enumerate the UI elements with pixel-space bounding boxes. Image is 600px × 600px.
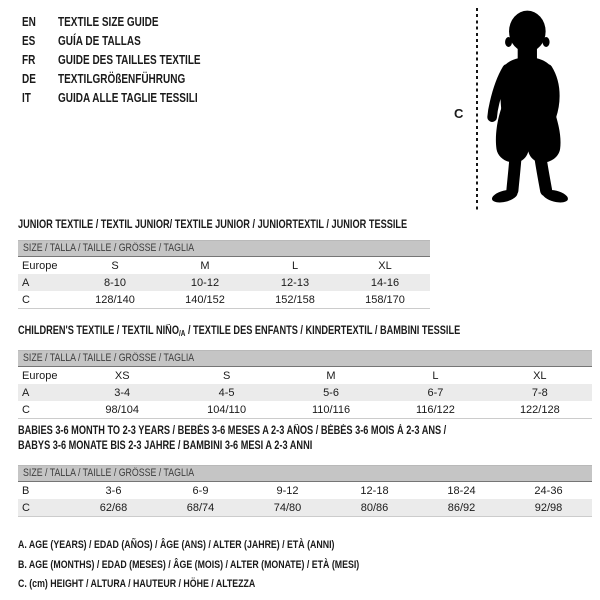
table-row-b <box>18 482 592 499</box>
table-row-a <box>18 384 592 401</box>
language-row-en <box>22 13 201 32</box>
section-title <box>18 324 592 341</box>
table-row-c <box>18 291 430 308</box>
section-title <box>18 218 430 233</box>
row-label: C <box>22 293 30 306</box>
language-guide-title: TEXTILE SIZE GUIDE <box>58 15 159 30</box>
row-label: A <box>22 386 30 399</box>
section-title <box>18 439 592 454</box>
size-value-cell: 110/116 <box>311 403 351 416</box>
language-code: ES <box>22 34 36 49</box>
size-value-cell: 116/122 <box>415 403 455 416</box>
footnotes <box>18 535 600 594</box>
size-value-cell: 140/152 <box>185 293 225 306</box>
row-label: B <box>22 484 30 497</box>
size-value-cell: XL <box>533 369 547 382</box>
language-row-fr <box>22 51 201 70</box>
size-table <box>18 482 592 517</box>
section-title-text: BABYS 3-6 MONATE BIS 2-3 JAHRE / BAMBINI 3-6 MESI A 2-3 ANNI <box>18 440 313 452</box>
baby-silhouette-icon <box>483 6 589 210</box>
section-junior-textile <box>18 218 430 309</box>
language-code: FR <box>22 52 36 67</box>
size-value-cell: 128/140 <box>95 293 135 306</box>
section-childrens-textile <box>18 324 592 419</box>
size-header-label: SIZE / TALLA / TAILLE / GRÖSSE / TAGLIA <box>23 352 195 364</box>
language-row-it <box>22 88 201 107</box>
size-value-cell: 104/110 <box>207 403 247 416</box>
size-value-cell: XL <box>378 259 392 272</box>
section-title <box>18 424 592 439</box>
size-value-cell: 122/128 <box>519 403 560 416</box>
language-guide-title: TEXTILGRÖßENFÜHRUNG <box>58 71 186 86</box>
language-row-es <box>22 32 201 51</box>
table-row-c <box>18 401 592 418</box>
size-header-label: SIZE / TALLA / TAILLE / GRÖSSE / TAGLIA <box>23 242 195 254</box>
size-value-cell: 74/80 <box>273 501 302 514</box>
size-header-bar <box>18 350 592 367</box>
row-label: C <box>22 403 30 416</box>
language-code: EN <box>22 15 36 30</box>
size-value-cell: 24-36 <box>534 484 563 497</box>
row-label: Europe <box>22 369 58 382</box>
size-value-cell: 10-12 <box>190 276 220 289</box>
size-value-cell: 62/68 <box>99 501 128 514</box>
size-header-label: SIZE / TALLA / TAILLE / GRÖSSE / TAGLIA <box>23 467 195 479</box>
size-value-cell: 68/74 <box>186 501 215 514</box>
row-label: A <box>22 276 30 289</box>
size-value-cell: S <box>111 259 119 272</box>
table-row-europe <box>18 257 430 274</box>
size-value-cell: 12-13 <box>280 276 310 289</box>
size-value-cell: 158/170 <box>365 293 405 306</box>
size-value-cell: 12-18 <box>360 484 389 497</box>
size-value-cell: 9-12 <box>276 484 299 497</box>
language-guide-title: GUIDA ALLE TAGLIE TESSILI <box>58 90 198 105</box>
size-value-cell: 6-7 <box>427 386 444 399</box>
language-code: DE <box>22 71 36 86</box>
size-table <box>18 257 430 309</box>
size-value-cell: 14-16 <box>370 276 400 289</box>
size-value-cell: L <box>291 259 299 272</box>
table-row-c <box>18 499 592 516</box>
language-guide-title: GUIDE DES TAILLES TEXTILE <box>58 52 201 67</box>
language-row-de <box>22 69 201 88</box>
size-value-cell: 92/98 <box>534 501 563 514</box>
size-value-cell: M <box>200 259 210 272</box>
table-row-a <box>18 274 430 291</box>
size-value-cell: 4-5 <box>218 386 235 399</box>
size-table <box>18 367 592 419</box>
height-marker-label: C <box>454 106 464 121</box>
footnote-line: A. AGE (YEARS) / EDAD (AÑOS) / ÂGE (ANS) / ALTER (JAHRE) / ETÀ (ANNI) <box>18 539 335 551</box>
footnote-line: B. AGE (MONTHS) / EDAD (MESES) / ÂGE (MOIS) / ALTER (MONATE) / ETÀ (MESI) <box>18 558 360 571</box>
language-title-list <box>22 13 245 107</box>
size-value-cell: 152/158 <box>275 293 315 306</box>
section-title-subscript: /A <box>178 329 186 338</box>
size-value-cell: 86/92 <box>447 501 476 514</box>
size-value-cell: S <box>222 369 231 382</box>
size-value-cell: 98/104 <box>105 403 140 416</box>
size-value-cell: 18-24 <box>447 484 476 497</box>
section-babies-textile <box>18 424 592 517</box>
row-label: C <box>22 501 30 514</box>
footnote-line: C. (cm) HEIGHT / ALTURA / HAUTEUR / HÖHE / ALTEZZA <box>18 578 256 590</box>
section-title-text: JUNIOR TEXTILE / TEXTIL JUNIOR/ TEXTILE JUNIOR / JUNIORTEXTIL / JUNIOR TESSILE <box>18 219 408 231</box>
size-value-cell: 5-6 <box>323 386 339 399</box>
row-label: Europe <box>22 259 58 272</box>
size-value-cell: 8-10 <box>103 276 127 289</box>
baby-figure <box>450 5 600 215</box>
language-guide-title: GUÍA DE TALLAS <box>58 34 141 49</box>
size-value-cell: L <box>432 369 439 382</box>
size-value-cell: 7-8 <box>531 386 548 399</box>
size-value-cell: 80/86 <box>360 501 389 514</box>
language-code: IT <box>22 90 31 105</box>
size-value-cell: XS <box>114 369 130 382</box>
table-row-europe <box>18 367 592 384</box>
size-value-cell: 3-4 <box>114 386 131 399</box>
height-dashed-line <box>476 8 478 212</box>
size-value-cell: M <box>326 369 336 382</box>
size-header-bar <box>18 240 430 257</box>
size-header-bar <box>18 465 592 482</box>
size-value-cell: 3-6 <box>105 484 122 497</box>
section-title-text: CHILDREN'S TEXTILE / TEXTIL NIÑO <box>18 325 179 337</box>
section-title-text: / TEXTILE DES ENFANTS / KINDERTEXTIL / BAMBINI TESSILE <box>185 325 461 337</box>
size-value-cell: 6-9 <box>192 484 209 497</box>
section-title-text: BABIES 3-6 MONTH TO 2-3 YEARS / BEBÉS 3-6 MESES A 2-3 AÑOS / BÉBÉS 3-6 MOIS À 2-3 ANS / <box>18 425 447 437</box>
